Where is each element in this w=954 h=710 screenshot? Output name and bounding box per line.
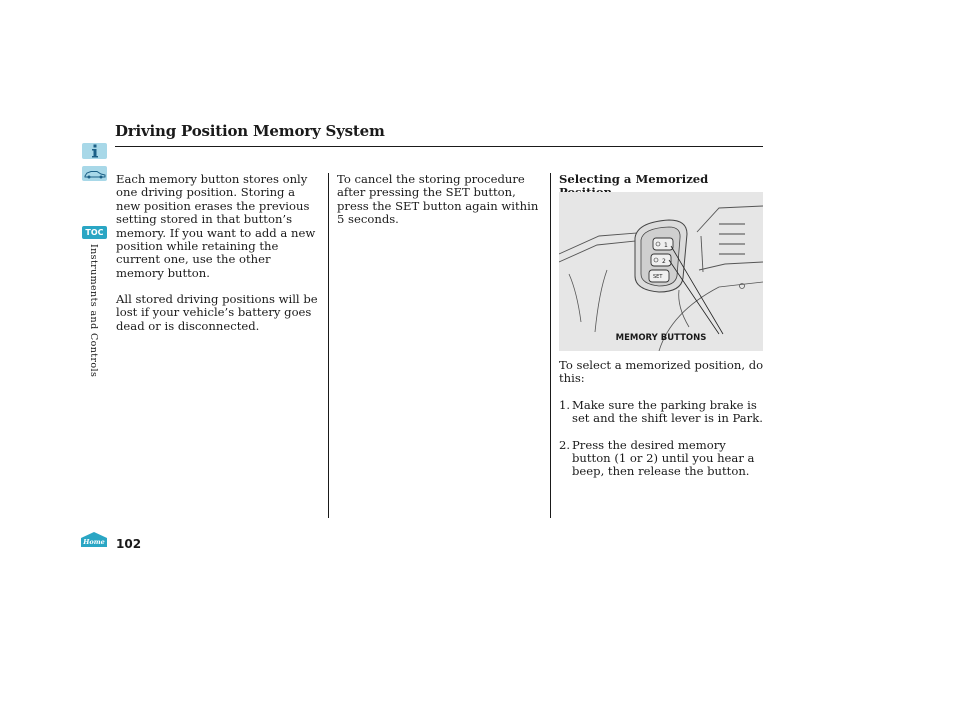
figure-caption: MEMORY BUTTONS: [615, 333, 707, 343]
home-label: Home: [83, 538, 105, 546]
home-button[interactable]: [80, 531, 108, 548]
section-label: Instruments and Controls: [88, 244, 99, 378]
section-subheading: Selecting a Memorized: [559, 172, 709, 186]
toc-button[interactable]: TOC: [82, 226, 107, 239]
paragraph: Each memory button stores only one driving position. Storing a new position erases the previous setting stored in that button’s memory. If you want to add a new position while retaining the current one, use the other memory button.: [116, 172, 316, 280]
info-icon: [90, 144, 100, 158]
set-button-label: SET: [653, 274, 663, 280]
page-number: 102: [116, 537, 142, 551]
list-text: Press the desired memory button (1 or 2) until you hear a beep, then release the button.: [572, 437, 755, 479]
list-number: 2.: [559, 437, 571, 452]
column-2: [337, 173, 541, 239]
paragraph: To cancel the storing procedure after pressing the SET button, press the SET button again within 5 seconds.: [337, 172, 539, 227]
column-divider: [550, 173, 551, 518]
list-number: 1.: [559, 397, 571, 412]
paragraph: To select a memorized position, do this:: [559, 358, 764, 386]
info-button[interactable]: [82, 143, 107, 159]
button-2-label: 2: [662, 258, 666, 265]
list-item: [559, 399, 765, 426]
list-text: Make sure the parking brake is set and the shift lever is in Park.: [572, 397, 763, 426]
car-icon: [84, 169, 106, 179]
button-1-label: 1: [664, 242, 668, 249]
car-button[interactable]: [82, 166, 107, 181]
column-1: [116, 173, 322, 345]
column-3-body: [559, 359, 765, 492]
list-item: [559, 439, 765, 479]
door-panel-drawing: [559, 192, 763, 351]
paragraph: All stored driving positions will be lost if your vehicle’s battery goes dead or is disconnected.: [116, 291, 318, 333]
page-title: Driving Position Memory System: [115, 122, 385, 140]
home-icon: [80, 531, 108, 548]
title-divider: [115, 146, 763, 147]
memory-buttons-illustration: [559, 192, 763, 351]
column-divider: [328, 173, 329, 518]
